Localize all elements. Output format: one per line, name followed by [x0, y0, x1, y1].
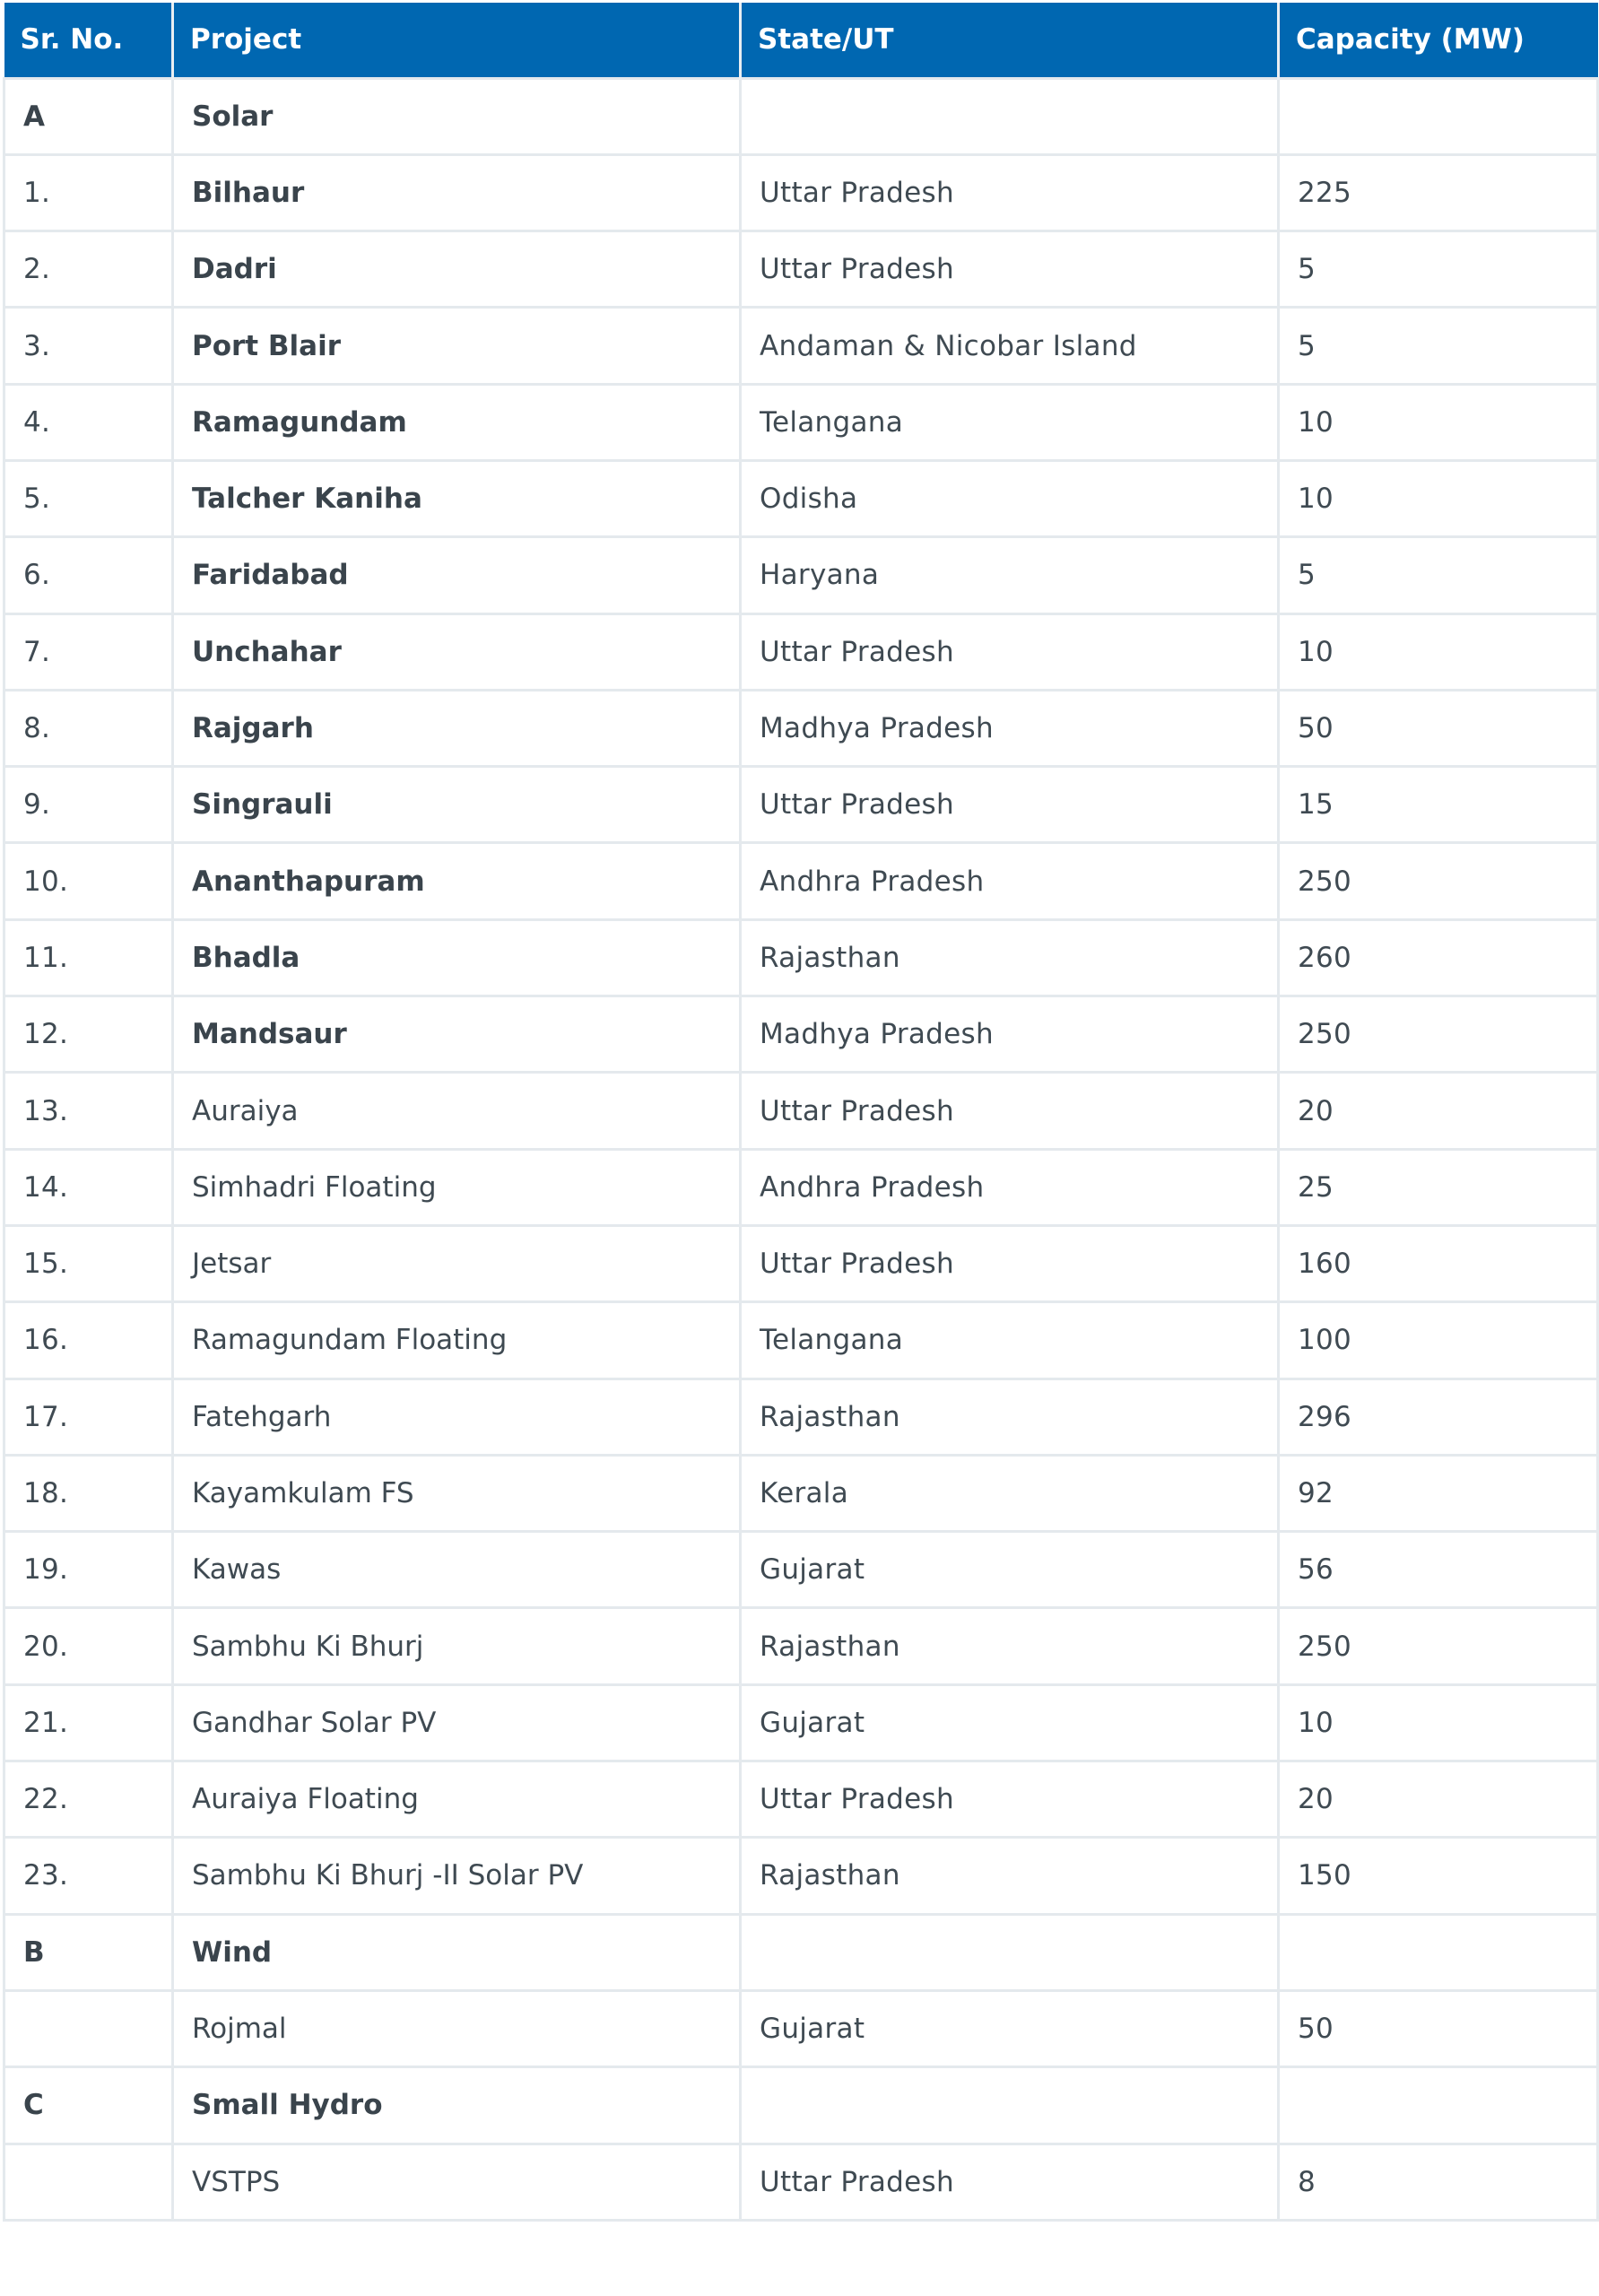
state-cell: Uttar Pradesh [741, 1761, 1279, 1838]
state-cell: Odisha [741, 460, 1279, 536]
capacity-cell: 5 [1279, 537, 1598, 613]
table-row [4, 767, 1598, 843]
state-cell: Kerala [741, 1455, 1279, 1531]
table-row [4, 843, 1598, 919]
serial-cell: 21. [4, 1684, 173, 1761]
project-cell: Bilhaur [173, 154, 741, 230]
project-cell: Ramagundam [173, 384, 741, 460]
header-capacity: Capacity (MW) [1279, 3, 1598, 78]
state-cell: Rajasthan [741, 1838, 1279, 1914]
serial-cell: 5. [4, 460, 173, 536]
capacity-cell: 150 [1279, 1838, 1598, 1914]
projects-table-container [3, 3, 1596, 2222]
capacity-cell: 100 [1279, 1302, 1598, 1378]
capacity-cell [1279, 1914, 1598, 1990]
project-cell: Auraiya [173, 1073, 741, 1149]
project-cell: Auraiya Floating [173, 1761, 741, 1838]
table-row [4, 996, 1598, 1073]
table-row [4, 1455, 1598, 1531]
table-row [4, 613, 1598, 690]
state-cell: Rajasthan [741, 1378, 1279, 1455]
capacity-cell: 92 [1279, 1455, 1598, 1531]
serial-cell: 7. [4, 613, 173, 690]
project-cell: Kayamkulam FS [173, 1455, 741, 1531]
capacity-cell: 260 [1279, 919, 1598, 996]
table-row [4, 1990, 1598, 2066]
table-row [4, 1073, 1598, 1149]
state-cell: Rajasthan [741, 1608, 1279, 1684]
capacity-cell: 250 [1279, 1608, 1598, 1684]
project-cell: Bhadla [173, 919, 741, 996]
project-cell: Faridabad [173, 537, 741, 613]
serial-cell: 11. [4, 919, 173, 996]
capacity-cell: 296 [1279, 1378, 1598, 1455]
capacity-cell: 20 [1279, 1761, 1598, 1838]
state-cell: Andhra Pradesh [741, 1149, 1279, 1225]
serial-cell: 12. [4, 996, 173, 1073]
capacity-cell: 10 [1279, 384, 1598, 460]
state-cell: Gujarat [741, 1532, 1279, 1608]
table-row [4, 2144, 1598, 2220]
serial-cell: B [4, 1914, 173, 1990]
serial-cell: 15. [4, 1225, 173, 1301]
section-row [4, 1914, 1598, 1990]
serial-cell: C [4, 2067, 173, 2144]
project-cell: Kawas [173, 1532, 741, 1608]
serial-cell: 8. [4, 690, 173, 766]
capacity-cell [1279, 2067, 1598, 2144]
state-cell: Uttar Pradesh [741, 1073, 1279, 1149]
project-cell: Wind [173, 1914, 741, 1990]
table-header [4, 3, 1598, 78]
table-row [4, 537, 1598, 613]
project-cell: VSTPS [173, 2144, 741, 2220]
serial-cell: 17. [4, 1378, 173, 1455]
serial-cell: 16. [4, 1302, 173, 1378]
serial-cell: 20. [4, 1608, 173, 1684]
state-cell: Uttar Pradesh [741, 613, 1279, 690]
capacity-cell: 225 [1279, 154, 1598, 230]
table-row [4, 1684, 1598, 1761]
state-cell: Rajasthan [741, 919, 1279, 996]
serial-cell: A [4, 78, 173, 154]
state-cell: Andhra Pradesh [741, 843, 1279, 919]
serial-cell: 1. [4, 154, 173, 230]
project-cell: Small Hydro [173, 2067, 741, 2144]
table-row [4, 1761, 1598, 1838]
serial-cell: 2. [4, 231, 173, 308]
project-cell: Jetsar [173, 1225, 741, 1301]
capacity-cell: 250 [1279, 843, 1598, 919]
header-state: State/UT [741, 3, 1279, 78]
state-cell: Telangana [741, 384, 1279, 460]
table-row [4, 919, 1598, 996]
table-row [4, 384, 1598, 460]
project-cell: Ananthapuram [173, 843, 741, 919]
serial-cell: 10. [4, 843, 173, 919]
project-cell: Unchahar [173, 613, 741, 690]
capacity-cell [1279, 78, 1598, 154]
project-cell: Rojmal [173, 1990, 741, 2066]
state-cell: Uttar Pradesh [741, 767, 1279, 843]
table-row [4, 1378, 1598, 1455]
project-cell: Solar [173, 78, 741, 154]
capacity-cell: 8 [1279, 2144, 1598, 2220]
project-cell: Talcher Kaniha [173, 460, 741, 536]
table-row [4, 231, 1598, 308]
table-row [4, 1302, 1598, 1378]
project-cell: Ramagundam Floating [173, 1302, 741, 1378]
table-row [4, 308, 1598, 384]
project-cell: Port Blair [173, 308, 741, 384]
serial-cell: 18. [4, 1455, 173, 1531]
table-body [4, 78, 1598, 2220]
serial-cell: 22. [4, 1761, 173, 1838]
capacity-cell: 5 [1279, 308, 1598, 384]
project-cell: Fatehgarh [173, 1378, 741, 1455]
project-cell: Rajgarh [173, 690, 741, 766]
serial-cell: 6. [4, 537, 173, 613]
table-row [4, 460, 1598, 536]
capacity-cell: 25 [1279, 1149, 1598, 1225]
state-cell: Haryana [741, 537, 1279, 613]
state-cell: Uttar Pradesh [741, 231, 1279, 308]
project-cell: Mandsaur [173, 996, 741, 1073]
serial-cell [4, 1990, 173, 2066]
state-cell: Madhya Pradesh [741, 996, 1279, 1073]
state-cell: Madhya Pradesh [741, 690, 1279, 766]
state-cell: Uttar Pradesh [741, 154, 1279, 230]
table-row [4, 690, 1598, 766]
project-cell: Gandhar Solar PV [173, 1684, 741, 1761]
header-row [4, 3, 1598, 78]
state-cell: Telangana [741, 1302, 1279, 1378]
state-cell [741, 1914, 1279, 1990]
serial-cell: 23. [4, 1838, 173, 1914]
capacity-cell: 20 [1279, 1073, 1598, 1149]
capacity-cell: 50 [1279, 1990, 1598, 2066]
capacity-cell: 160 [1279, 1225, 1598, 1301]
header-project: Project [173, 3, 741, 78]
project-cell: Dadri [173, 231, 741, 308]
header-serial: Sr. No. [4, 3, 173, 78]
capacity-cell: 10 [1279, 613, 1598, 690]
serial-cell: 9. [4, 767, 173, 843]
serial-cell: 4. [4, 384, 173, 460]
section-row [4, 78, 1598, 154]
section-row [4, 2067, 1598, 2144]
serial-cell: 3. [4, 308, 173, 384]
capacity-cell: 5 [1279, 231, 1598, 308]
state-cell: Gujarat [741, 1990, 1279, 2066]
renewable-projects-table [3, 3, 1599, 2222]
capacity-cell: 10 [1279, 1684, 1598, 1761]
project-cell: Singrauli [173, 767, 741, 843]
project-cell: Simhadri Floating [173, 1149, 741, 1225]
state-cell: Uttar Pradesh [741, 2144, 1279, 2220]
state-cell [741, 2067, 1279, 2144]
serial-cell [4, 2144, 173, 2220]
table-row [4, 154, 1598, 230]
state-cell: Gujarat [741, 1684, 1279, 1761]
state-cell: Uttar Pradesh [741, 1225, 1279, 1301]
state-cell [741, 78, 1279, 154]
capacity-cell: 250 [1279, 996, 1598, 1073]
table-row [4, 1838, 1598, 1914]
project-cell: Sambhu Ki Bhurj -II Solar PV [173, 1838, 741, 1914]
serial-cell: 19. [4, 1532, 173, 1608]
state-cell: Andaman & Nicobar Island [741, 308, 1279, 384]
table-row [4, 1225, 1598, 1301]
serial-cell: 14. [4, 1149, 173, 1225]
capacity-cell: 56 [1279, 1532, 1598, 1608]
table-row [4, 1608, 1598, 1684]
capacity-cell: 50 [1279, 690, 1598, 766]
serial-cell: 13. [4, 1073, 173, 1149]
project-cell: Sambhu Ki Bhurj [173, 1608, 741, 1684]
table-row [4, 1149, 1598, 1225]
capacity-cell: 10 [1279, 460, 1598, 536]
table-row [4, 1532, 1598, 1608]
capacity-cell: 15 [1279, 767, 1598, 843]
